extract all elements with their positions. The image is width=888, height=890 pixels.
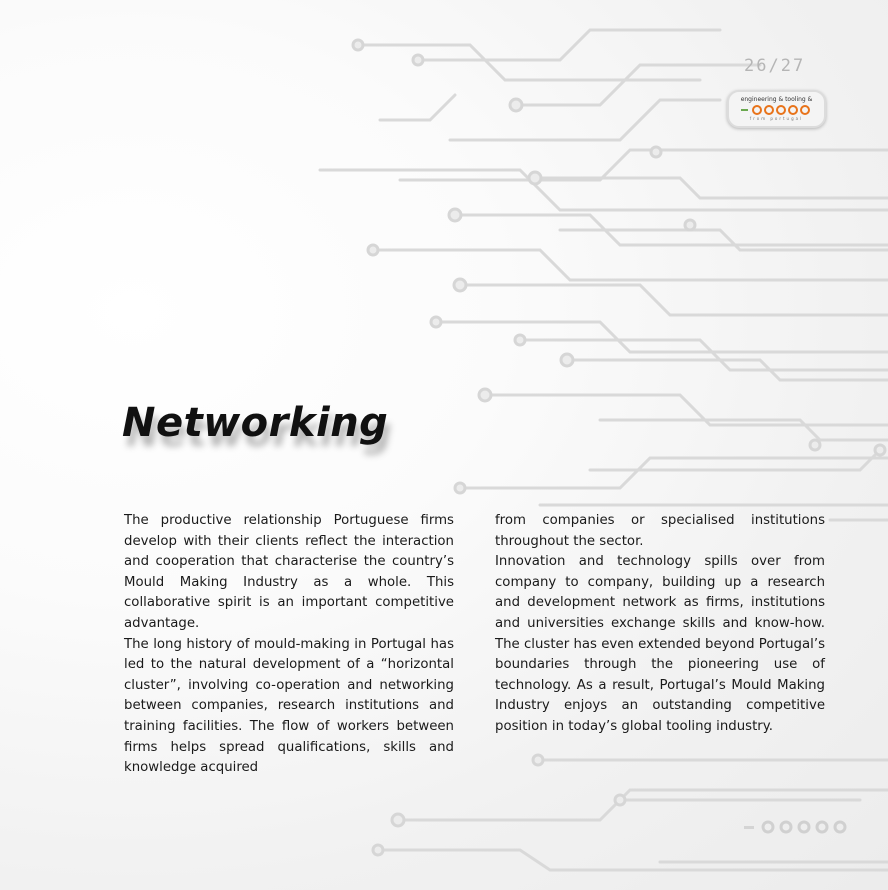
footer-logo-icon bbox=[742, 820, 858, 834]
left-text-column bbox=[124, 511, 454, 779]
page-title: Networking bbox=[122, 400, 389, 446]
right-text-column bbox=[495, 511, 825, 738]
right-paragraph-2: Innovation and technology spills over from company to company, building up a research and development network as firms, institutions and universities exchange skills and know-how. The cluster has even extended beyond Portugal’s boundaries through the pioneering use of technology. As a result, Portugal’s Mould Making Industry enjoys an outstanding competitive position in today’s global tooling industry. bbox=[495, 554, 825, 734]
right-paragraph-1: from companies or specialised institutions throughout the sector. bbox=[495, 513, 825, 549]
logo-bottom-text: from portugal bbox=[749, 116, 804, 121]
page-number: 26/27 bbox=[744, 56, 806, 76]
logo-badge bbox=[727, 90, 826, 128]
logo-top-text: engineering & tooling & bbox=[740, 96, 813, 103]
left-paragraph-2: The long history of mould-making in Portugal has led to the natural development of a “horizontal cluster”, involving co-operation and networking between companies, research institutions and training facilities. The flow of workers between firms helps spread qualifications, skills and knowledge acquired bbox=[124, 636, 454, 776]
left-paragraph-1: The productive relationship Portuguese firms develop with their clients reflect the interaction and cooperation that characterise the country’s Mould Making Industry as a whole. This collaborative spirit is an important competitive advantage. bbox=[124, 513, 454, 631]
logo-mark-icon bbox=[739, 105, 814, 115]
